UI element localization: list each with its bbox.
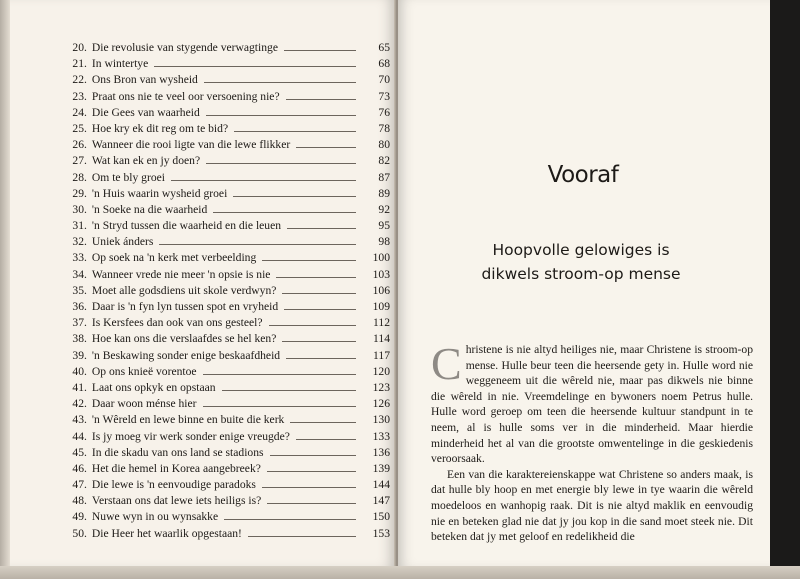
- toc-page-number: 106: [372, 283, 390, 297]
- toc-leader-line: [286, 358, 356, 359]
- toc-number: 32: [72, 235, 84, 249]
- chapter-subheading: [432, 238, 730, 286]
- toc-page-number: 130: [372, 413, 390, 427]
- toc-leader-line: [171, 180, 356, 181]
- toc-number: 47: [72, 478, 84, 492]
- toc-entry: 48 . Verstaan ons dat lewe iets heiligs is? 147: [62, 493, 390, 509]
- toc-title: Daar woon ménse hier: [91, 397, 197, 411]
- toc-number: 24: [72, 105, 84, 119]
- toc-page-number: 89: [378, 186, 390, 200]
- toc-entry: 40 . Op ons knieë vorentoe 120: [62, 364, 390, 380]
- toc-entry: 46 . Het die hemel in Korea aangebreek? 139: [62, 461, 390, 477]
- toc-title: Die revolusie van stygende verwagtinge: [91, 41, 278, 54]
- toc-leader-line: [206, 115, 356, 116]
- toc-title: Die lewe is 'n eenvoudige paradoks: [91, 478, 256, 492]
- toc-number: 48: [72, 494, 84, 508]
- toc-entry: 25 . Hoe kry ek dit reg om te bid? 78: [62, 121, 390, 137]
- toc-entry: 44 . Is jy moeg vir werk sonder enige vreugde? 133: [62, 429, 390, 445]
- toc-leader-line: [290, 422, 356, 423]
- toc-page-number: 150: [372, 510, 390, 524]
- toc-entry: 36 . Daar is 'n fyn lyn tussen spot en vryheid 109: [62, 299, 390, 315]
- toc-number: 23: [72, 89, 84, 103]
- toc-number: 30: [72, 202, 84, 216]
- toc-leader-line: [267, 471, 356, 472]
- toc-number: 36: [72, 300, 84, 313]
- toc-title: 'n Huis waarin wysheid groei: [91, 186, 228, 200]
- toc-number: 42: [72, 397, 84, 411]
- toc-leader-line: [248, 536, 356, 537]
- toc-page-number: 95: [378, 219, 390, 233]
- subheading-line: Hoopvolle gelowiges is: [492, 241, 670, 259]
- toc-leader-line: [284, 50, 356, 51]
- toc-title: Die Gees van waarheid: [91, 105, 200, 119]
- toc-page-number: 92: [378, 202, 390, 216]
- toc-number: 40: [72, 364, 84, 378]
- toc-leader-line: [204, 82, 356, 83]
- toc-title: Die Heer het waarlik opgestaan!: [91, 526, 242, 540]
- toc-leader-line: [154, 66, 356, 67]
- toc-entry: 33 . Op soek na 'n kerk met verbeelding 100: [62, 250, 390, 266]
- toc-entry: 49 . Nuwe wyn in ou wynsakke 150: [62, 509, 390, 525]
- toc-number: 38: [72, 332, 84, 346]
- dark-background-edge: [770, 0, 800, 579]
- toc-leader-line: [233, 196, 356, 197]
- toc-leader-line: [224, 519, 356, 520]
- toc-title: Is Kersfees dan ook van ons gesteel?: [91, 316, 263, 330]
- toc-leader-line: [269, 325, 356, 326]
- drop-cap: C: [431, 338, 462, 389]
- chapter-heading: Vooraf: [547, 162, 619, 188]
- toc-title: Hoe kry ek dit reg om te bid?: [91, 121, 229, 135]
- toc-title: Wat kan ek en jy doen?: [91, 154, 201, 168]
- book-edge-left: [0, 0, 10, 566]
- toc-entry: 23 . Praat ons nie te veel oor versoening nie? 73: [62, 89, 390, 105]
- toc-page-number: 103: [372, 267, 390, 281]
- toc-title: In die skadu van ons land se stadions: [91, 445, 264, 459]
- toc-number: 41: [72, 380, 84, 394]
- toc-page-number: 87: [378, 170, 390, 184]
- toc-page-number: 126: [372, 397, 390, 411]
- toc-leader-line: [284, 309, 356, 310]
- toc-entry: 31 . 'n Stryd tussen die waarheid en die leuen 95: [62, 218, 390, 234]
- toc-number: 45: [72, 445, 84, 459]
- body-text: [431, 338, 753, 545]
- toc-number: 28: [72, 170, 84, 184]
- toc-entry: 42 . Daar woon ménse hier 126: [62, 396, 390, 412]
- toc-leader-line: [206, 163, 356, 164]
- toc-entry: 38 . Hoe kan ons die verslaafdes se hel ken? 114: [62, 331, 390, 347]
- toc-entry: 22 . Ons Bron van wysheid 70: [62, 72, 390, 88]
- toc-number: 22: [72, 73, 84, 87]
- toc-title: 'n Beskawing sonder enige beskaafdheid: [91, 348, 281, 362]
- toc-number: 37: [72, 316, 84, 330]
- toc-page-number: 98: [378, 235, 390, 249]
- toc-number: 46: [72, 461, 84, 475]
- paragraph: [431, 338, 753, 467]
- toc-page-number: 76: [378, 105, 390, 119]
- toc-page-number: 68: [378, 57, 390, 71]
- toc-entry: 39 . 'n Beskawing sonder enige beskaafdheid 117: [62, 348, 390, 364]
- toc-page-number: 73: [378, 89, 390, 103]
- toc-page-number: 136: [372, 445, 390, 459]
- toc-entry: 29 . 'n Huis waarin wysheid groei 89: [62, 186, 390, 202]
- toc-page-number: 117: [373, 348, 390, 362]
- toc-page-number: 139: [372, 461, 390, 475]
- toc-title: Praat ons nie te veel oor versoening nie?: [91, 89, 280, 103]
- toc-number: 34: [72, 267, 84, 281]
- toc-leader-line: [203, 406, 356, 407]
- toc-page-number: 133: [372, 429, 390, 443]
- book-edge-bottom: [0, 566, 800, 579]
- toc-leader-line: [276, 277, 356, 278]
- toc-page-number: 123: [372, 380, 390, 394]
- toc-page-number: 70: [378, 73, 390, 87]
- toc-entry: 28 . Om te bly groei 87: [62, 170, 390, 186]
- toc-leader-line: [282, 293, 356, 294]
- toc-number: 35: [72, 283, 84, 297]
- toc-entry: 27 . Wat kan ek en jy doen? 82: [62, 153, 390, 169]
- toc-leader-line: [159, 244, 356, 245]
- toc-leader-line: [262, 260, 356, 261]
- toc-title: Nuwe wyn in ou wynsakke: [91, 510, 219, 524]
- toc-leader-line: [287, 228, 356, 229]
- toc-leader-line: [296, 147, 356, 148]
- toc-title: In wintertye: [91, 57, 149, 71]
- toc-page-number: 78: [378, 121, 390, 135]
- toc-leader-line: [296, 439, 356, 440]
- toc-page-number: 144: [372, 478, 390, 492]
- toc-title: Om te bly groei: [91, 170, 165, 184]
- toc-page-number: 120: [372, 364, 390, 378]
- toc-leader-line: [286, 99, 356, 100]
- toc-leader-line: [282, 341, 356, 342]
- toc-page-number: 114: [373, 332, 390, 346]
- toc-number: 26: [72, 138, 84, 152]
- paragraph: Een van die karaktereienskappe wat Christene so anders maak, is dat hulle bly hoop en met energie bly lewe in tye waarin die wêreld moedeloos en wanhopig raak. Dit is nie altyd maklik en eenvoudig nie en beteken glad nie dat jy jou kop in die sand moet steek nie. Dit beteken dat jy met geloof en redelikheid die: [431, 467, 753, 544]
- toc-title: Hoe kan ons die verslaafdes se hel ken?: [91, 332, 277, 346]
- toc-entry: 50 . Die Heer het waarlik opgestaan! 153: [62, 526, 390, 542]
- toc-number: 27: [72, 154, 84, 168]
- toc-title: Op ons knieë vorentoe: [91, 364, 197, 378]
- toc-number: 50: [72, 526, 84, 540]
- toc-title: 'n Stryd tussen die waarheid en die leuen: [91, 219, 282, 233]
- toc-leader-line: [234, 131, 356, 132]
- toc-number: 29: [72, 186, 84, 200]
- toc-number: 49: [72, 510, 84, 524]
- toc-number: 44: [72, 429, 84, 443]
- toc-leader-line: [262, 487, 356, 488]
- toc-title: 'n Soeke na die waarheid: [91, 202, 208, 216]
- subheading-line: dikwels stroom-op mense: [481, 265, 681, 283]
- toc-entry: 24 . Die Gees van waarheid 76: [62, 105, 390, 121]
- toc-entry: 47 . Die lewe is 'n eenvoudige paradoks 144: [62, 477, 390, 493]
- toc-number: 43: [72, 413, 84, 427]
- toc-title: Is jy moeg vir werk sonder enige vreugde?: [91, 429, 290, 443]
- toc-number: 39: [72, 348, 84, 362]
- toc-title: Ons Bron van wysheid: [91, 73, 198, 87]
- toc-page-number: 147: [372, 494, 390, 508]
- toc-entry: 20 . Die revolusie van stygende verwagtinge 65: [62, 40, 390, 56]
- paragraph-text: hristene is nie altyd heiliges nie, maar Christene is stroom-op mense. Hulle beur teen die heersende gety in. Hulle word nie weggeneem uit die wêreld nie, maar pas dikwels nie binne die wêreld in nie. Vreemdelinge en bywoners noem Petrus hulle. Hulle word geroep om teen die heersende kultuur standpunt in te neem, al is hulle soms ver in die minderheid. Maar hierdie minderheid het al van die grootste omwentelinge in die geskiedenis veroorsaak.: [431, 343, 753, 466]
- toc-entry: 26 . Wanneer die rooi ligte van die lewe flikker 80: [62, 137, 390, 153]
- toc-title: 'n Wêreld en lewe binne en buite die kerk: [91, 413, 285, 427]
- toc-page-number: 109: [372, 300, 390, 313]
- toc-entry: 37 . Is Kersfees dan ook van ons gesteel? 112: [62, 315, 390, 331]
- toc-entry: 45 . In die skadu van ons land se stadions 136: [62, 445, 390, 461]
- toc-title: Laat ons opkyk en opstaan: [91, 380, 216, 394]
- toc-entry: 35 . Moet alle godsdiens uit skole verdwyn? 106: [62, 283, 390, 299]
- toc-title: Uniek ánders: [91, 235, 154, 249]
- toc-title: Wanneer vrede nie meer 'n opsie is nie: [91, 267, 271, 281]
- toc-title: Het die hemel in Korea aangebreek?: [91, 461, 261, 475]
- toc-page-number: 153: [372, 526, 390, 540]
- toc-leader-line: [222, 390, 356, 391]
- toc-entry: 41 . Laat ons opkyk en opstaan 123: [62, 380, 390, 396]
- toc-leader-line: [203, 374, 356, 375]
- toc-page-number: 100: [372, 251, 390, 265]
- toc-leader-line: [270, 455, 356, 456]
- toc-entry: 21 . In wintertye 68: [62, 56, 390, 72]
- toc-entry: 43 . 'n Wêreld en lewe binne en buite die kerk 130: [62, 412, 390, 428]
- toc-title: Verstaan ons dat lewe iets heiligs is?: [91, 494, 262, 508]
- toc-number: 20: [72, 41, 84, 54]
- toc-page-number: 65: [378, 41, 390, 54]
- toc-page-number: 80: [378, 138, 390, 152]
- toc-title: Op soek na 'n kerk met verbeelding: [91, 251, 257, 265]
- toc-title: Wanneer die rooi ligte van die lewe flikker: [91, 138, 291, 152]
- toc-page-number: 112: [373, 316, 390, 330]
- toc-entry: 30 . 'n Soeke na die waarheid 92: [62, 202, 390, 218]
- toc-leader-line: [213, 212, 356, 213]
- toc-entry: 32 . Uniek ánders 98: [62, 234, 390, 250]
- toc-number: 33: [72, 251, 84, 265]
- toc-entry: 34 . Wanneer vrede nie meer 'n opsie is nie 103: [62, 267, 390, 283]
- toc-number: 21: [72, 57, 84, 71]
- toc-number: 31: [72, 219, 84, 233]
- table-of-contents: [62, 40, 390, 542]
- toc-title: Daar is 'n fyn lyn tussen spot en vryheid: [91, 300, 279, 313]
- toc-title: Moet alle godsdiens uit skole verdwyn?: [91, 283, 277, 297]
- toc-page-number: 82: [378, 154, 390, 168]
- toc-leader-line: [267, 503, 356, 504]
- toc-number: 25: [72, 121, 84, 135]
